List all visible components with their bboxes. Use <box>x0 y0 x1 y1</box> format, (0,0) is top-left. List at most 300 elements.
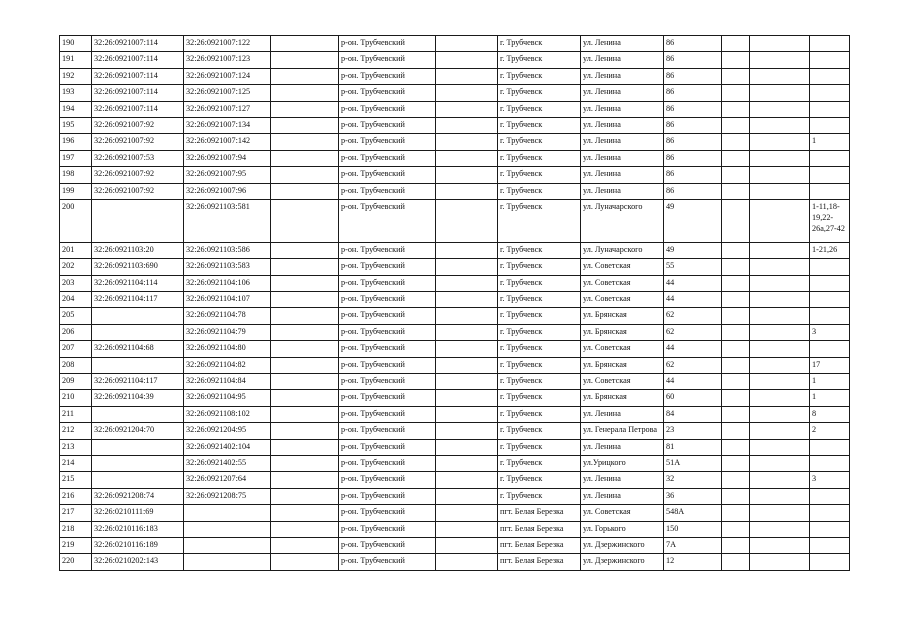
district-cell: р-он. Трубчевский <box>339 259 436 275</box>
table-row <box>60 36 850 52</box>
district-cell: р-он. Трубчевский <box>339 554 436 570</box>
blank-cell <box>722 150 750 166</box>
house-number-cell: 86 <box>664 183 722 199</box>
cadastral-number-cell: 32:26:0921103:581 <box>184 199 271 242</box>
cadastral-number-cell: 32:26:0921007:125 <box>184 85 271 101</box>
table-row <box>60 308 850 324</box>
district-cell: р-он. Трубчевский <box>339 275 436 291</box>
blank-cell <box>750 472 810 488</box>
house-number-cell: 51А <box>664 455 722 471</box>
blank-cell <box>271 521 339 537</box>
premises-numbers-cell: 1-21,26 <box>810 242 850 258</box>
district-cell: р-он. Трубчевский <box>339 439 436 455</box>
row-number-cell: 191 <box>60 52 92 68</box>
blank-cell <box>750 101 810 117</box>
blank-cell <box>750 275 810 291</box>
street-cell: ул. Ленина <box>581 439 664 455</box>
blank-cell <box>750 357 810 373</box>
blank-cell <box>750 259 810 275</box>
parent-cadastral-number-cell: 32:26:0921204:70 <box>92 423 184 439</box>
street-cell: ул. Ленина <box>581 134 664 150</box>
settlement-cell: г. Трубчевск <box>498 374 581 390</box>
house-number-cell: 86 <box>664 134 722 150</box>
house-number-cell: 12 <box>664 554 722 570</box>
premises-numbers-cell <box>810 455 850 471</box>
blank-cell <box>722 374 750 390</box>
street-cell: ул. Ленина <box>581 117 664 133</box>
blank-cell <box>271 308 339 324</box>
house-number-cell: 86 <box>664 85 722 101</box>
street-cell: ул. Советская <box>581 259 664 275</box>
house-number-cell: 150 <box>664 521 722 537</box>
table-row <box>60 242 850 258</box>
table-row <box>60 521 850 537</box>
blank-cell <box>271 505 339 521</box>
street-cell: ул. Ленина <box>581 101 664 117</box>
blank-cell <box>436 521 498 537</box>
cadastral-number-cell: 32:26:0921007:134 <box>184 117 271 133</box>
house-number-cell: 86 <box>664 167 722 183</box>
premises-numbers-cell <box>810 183 850 199</box>
blank-cell <box>722 52 750 68</box>
settlement-cell: г. Трубчевск <box>498 150 581 166</box>
blank-cell <box>271 150 339 166</box>
blank-cell <box>271 488 339 504</box>
table-row <box>60 68 850 84</box>
premises-numbers-cell: 1 <box>810 390 850 406</box>
premises-numbers-cell: 3 <box>810 472 850 488</box>
blank-cell <box>750 117 810 133</box>
table-row <box>60 505 850 521</box>
blank-cell <box>722 341 750 357</box>
row-number-cell: 210 <box>60 390 92 406</box>
premises-numbers-cell: 3 <box>810 324 850 340</box>
blank-cell <box>750 242 810 258</box>
blank-cell <box>722 36 750 52</box>
parent-cadastral-number-cell: 32:26:0921007:53 <box>92 150 184 166</box>
blank-cell <box>750 439 810 455</box>
cadastral-number-cell: 32:26:0921104:107 <box>184 292 271 308</box>
premises-numbers-cell <box>810 537 850 553</box>
house-number-cell: 548А <box>664 505 722 521</box>
house-number-cell: 62 <box>664 324 722 340</box>
blank-cell <box>436 455 498 471</box>
district-cell: р-он. Трубчевский <box>339 423 436 439</box>
table-row <box>60 488 850 504</box>
house-number-cell: 62 <box>664 357 722 373</box>
blank-cell <box>271 439 339 455</box>
settlement-cell: г. Трубчевск <box>498 439 581 455</box>
district-cell: р-он. Трубчевский <box>339 199 436 242</box>
street-cell: ул. Дзержинского <box>581 537 664 553</box>
blank-cell <box>750 406 810 422</box>
cadastral-number-cell: 32:26:0921104:95 <box>184 390 271 406</box>
row-number-cell: 203 <box>60 275 92 291</box>
district-cell: р-он. Трубчевский <box>339 308 436 324</box>
settlement-cell: г. Трубчевск <box>498 101 581 117</box>
parent-cadastral-number-cell <box>92 406 184 422</box>
house-number-cell: 60 <box>664 390 722 406</box>
parent-cadastral-number-cell <box>92 455 184 471</box>
cadastral-number-cell: 32:26:0921007:124 <box>184 68 271 84</box>
street-cell: ул. Горького <box>581 521 664 537</box>
blank-cell <box>436 357 498 373</box>
row-number-cell: 211 <box>60 406 92 422</box>
premises-numbers-cell <box>810 341 850 357</box>
blank-cell <box>436 554 498 570</box>
row-number-cell: 219 <box>60 537 92 553</box>
settlement-cell: пгт. Белая Березка <box>498 505 581 521</box>
blank-cell <box>722 167 750 183</box>
row-number-cell: 195 <box>60 117 92 133</box>
table-row <box>60 150 850 166</box>
parent-cadastral-number-cell: 32:26:0921104:39 <box>92 390 184 406</box>
premises-numbers-cell <box>810 150 850 166</box>
parent-cadastral-number-cell: 32:26:0921007:114 <box>92 68 184 84</box>
blank-cell <box>722 85 750 101</box>
district-cell: р-он. Трубчевский <box>339 521 436 537</box>
street-cell: ул. Брянская <box>581 308 664 324</box>
row-number-cell: 215 <box>60 472 92 488</box>
blank-cell <box>722 488 750 504</box>
row-number-cell: 193 <box>60 85 92 101</box>
cadastral-number-cell: 32:26:0921104:78 <box>184 308 271 324</box>
blank-cell <box>436 52 498 68</box>
table-row <box>60 292 850 308</box>
settlement-cell: г. Трубчевск <box>498 52 581 68</box>
street-cell: ул. Брянская <box>581 357 664 373</box>
district-cell: р-он. Трубчевский <box>339 505 436 521</box>
blank-cell <box>436 341 498 357</box>
row-number-cell: 201 <box>60 242 92 258</box>
blank-cell <box>750 150 810 166</box>
table-row <box>60 199 850 242</box>
row-number-cell: 212 <box>60 423 92 439</box>
district-cell: р-он. Трубчевский <box>339 101 436 117</box>
district-cell: р-он. Трубчевский <box>339 390 436 406</box>
blank-cell <box>271 472 339 488</box>
premises-numbers-cell <box>810 52 850 68</box>
parent-cadastral-number-cell: 32:26:0921007:92 <box>92 167 184 183</box>
settlement-cell: г. Трубчевск <box>498 357 581 373</box>
house-number-cell: 32 <box>664 472 722 488</box>
settlement-cell: г. Трубчевск <box>498 455 581 471</box>
blank-cell <box>436 406 498 422</box>
table-row <box>60 357 850 373</box>
premises-numbers-cell <box>810 439 850 455</box>
blank-cell <box>722 406 750 422</box>
row-number-cell: 208 <box>60 357 92 373</box>
settlement-cell: г. Трубчевск <box>498 85 581 101</box>
blank-cell <box>750 308 810 324</box>
blank-cell <box>436 134 498 150</box>
settlement-cell: г. Трубчевск <box>498 183 581 199</box>
blank-cell <box>271 134 339 150</box>
table-row <box>60 52 850 68</box>
blank-cell <box>436 324 498 340</box>
cadastral-number-cell <box>184 537 271 553</box>
blank-cell <box>750 68 810 84</box>
parent-cadastral-number-cell: 32:26:0921007:114 <box>92 85 184 101</box>
parent-cadastral-number-cell: 32:26:0921104:114 <box>92 275 184 291</box>
blank-cell <box>436 374 498 390</box>
premises-numbers-cell <box>810 259 850 275</box>
district-cell: р-он. Трубчевский <box>339 134 436 150</box>
settlement-cell: г. Трубчевск <box>498 423 581 439</box>
blank-cell <box>271 292 339 308</box>
house-number-cell: 44 <box>664 341 722 357</box>
settlement-cell: г. Трубчевск <box>498 341 581 357</box>
premises-numbers-cell <box>810 292 850 308</box>
blank-cell <box>722 439 750 455</box>
settlement-cell: г. Трубчевск <box>498 488 581 504</box>
blank-cell <box>271 259 339 275</box>
cadastral-number-cell: 32:26:0921103:586 <box>184 242 271 258</box>
blank-cell <box>271 423 339 439</box>
blank-cell <box>436 505 498 521</box>
blank-cell <box>271 406 339 422</box>
house-number-cell: 86 <box>664 52 722 68</box>
blank-cell <box>722 134 750 150</box>
settlement-cell: г. Трубчевск <box>498 117 581 133</box>
parent-cadastral-number-cell: 32:26:0921104:117 <box>92 374 184 390</box>
blank-cell <box>750 521 810 537</box>
blank-cell <box>750 488 810 504</box>
district-cell: р-он. Трубчевский <box>339 537 436 553</box>
blank-cell <box>271 85 339 101</box>
house-number-cell: 49 <box>664 199 722 242</box>
table-row <box>60 455 850 471</box>
blank-cell <box>722 117 750 133</box>
cadastral-number-cell: 32:26:0921007:95 <box>184 167 271 183</box>
table-row <box>60 390 850 406</box>
street-cell: ул. Советская <box>581 505 664 521</box>
table-row <box>60 406 850 422</box>
settlement-cell: пгт. Белая Березка <box>498 554 581 570</box>
blank-cell <box>271 374 339 390</box>
street-cell: ул. Луначарского <box>581 242 664 258</box>
district-cell: р-он. Трубчевский <box>339 455 436 471</box>
blank-cell <box>436 199 498 242</box>
row-number-cell: 190 <box>60 36 92 52</box>
row-number-cell: 207 <box>60 341 92 357</box>
parent-cadastral-number-cell <box>92 472 184 488</box>
blank-cell <box>436 183 498 199</box>
blank-cell <box>722 455 750 471</box>
blank-cell <box>271 52 339 68</box>
blank-cell <box>750 390 810 406</box>
blank-cell <box>436 68 498 84</box>
premises-numbers-cell <box>810 275 850 291</box>
blank-cell <box>436 259 498 275</box>
blank-cell <box>750 183 810 199</box>
blank-cell <box>722 505 750 521</box>
blank-cell <box>722 242 750 258</box>
cadastral-number-cell: 32:26:0921402:55 <box>184 455 271 471</box>
register-table <box>59 35 850 571</box>
district-cell: р-он. Трубчевский <box>339 292 436 308</box>
district-cell: р-он. Трубчевский <box>339 68 436 84</box>
house-number-cell: 7А <box>664 537 722 553</box>
settlement-cell: г. Трубчевск <box>498 68 581 84</box>
house-number-cell: 44 <box>664 374 722 390</box>
cadastral-number-cell: 32:26:0921108:102 <box>184 406 271 422</box>
cadastral-number-cell: 32:26:0921204:95 <box>184 423 271 439</box>
district-cell: р-он. Трубчевский <box>339 472 436 488</box>
row-number-cell: 198 <box>60 167 92 183</box>
parent-cadastral-number-cell: 32:26:0210111:69 <box>92 505 184 521</box>
premises-numbers-cell <box>810 488 850 504</box>
cadastral-number-cell: 32:26:0921104:84 <box>184 374 271 390</box>
street-cell: ул. Брянская <box>581 390 664 406</box>
blank-cell <box>436 439 498 455</box>
house-number-cell: 55 <box>664 259 722 275</box>
cadastral-number-cell: 32:26:0921207:64 <box>184 472 271 488</box>
table-row <box>60 537 850 553</box>
settlement-cell: г. Трубчевск <box>498 167 581 183</box>
row-number-cell: 206 <box>60 324 92 340</box>
district-cell: р-он. Трубчевский <box>339 374 436 390</box>
cadastral-number-cell: 32:26:0921007:122 <box>184 36 271 52</box>
blank-cell <box>436 101 498 117</box>
blank-cell <box>271 68 339 84</box>
table-row <box>60 259 850 275</box>
cadastral-number-cell: 32:26:0921007:96 <box>184 183 271 199</box>
row-number-cell: 218 <box>60 521 92 537</box>
row-number-cell: 204 <box>60 292 92 308</box>
parent-cadastral-number-cell: 32:26:0921007:114 <box>92 52 184 68</box>
blank-cell <box>271 183 339 199</box>
blank-cell <box>436 472 498 488</box>
blank-cell <box>722 390 750 406</box>
blank-cell <box>436 292 498 308</box>
street-cell: ул. Советская <box>581 341 664 357</box>
street-cell: ул. Советская <box>581 292 664 308</box>
district-cell: р-он. Трубчевский <box>339 36 436 52</box>
blank-cell <box>722 199 750 242</box>
house-number-cell: 86 <box>664 36 722 52</box>
premises-numbers-cell <box>810 85 850 101</box>
street-cell: ул. Ленина <box>581 36 664 52</box>
cadastral-number-cell: 32:26:0921007:142 <box>184 134 271 150</box>
blank-cell <box>722 537 750 553</box>
blank-cell <box>436 423 498 439</box>
blank-cell <box>750 199 810 242</box>
house-number-cell: 81 <box>664 439 722 455</box>
settlement-cell: г. Трубчевск <box>498 259 581 275</box>
premises-numbers-cell <box>810 117 850 133</box>
row-number-cell: 194 <box>60 101 92 117</box>
street-cell: ул. Ленина <box>581 488 664 504</box>
parent-cadastral-number-cell <box>92 439 184 455</box>
blank-cell <box>750 85 810 101</box>
parent-cadastral-number-cell <box>92 357 184 373</box>
table-row <box>60 324 850 340</box>
row-number-cell: 202 <box>60 259 92 275</box>
blank-cell <box>436 275 498 291</box>
table-row <box>60 341 850 357</box>
row-number-cell: 213 <box>60 439 92 455</box>
table-row <box>60 101 850 117</box>
settlement-cell: г. Трубчевск <box>498 199 581 242</box>
blank-cell <box>722 259 750 275</box>
premises-numbers-cell <box>810 36 850 52</box>
blank-cell <box>271 537 339 553</box>
table-row <box>60 423 850 439</box>
row-number-cell: 220 <box>60 554 92 570</box>
premises-numbers-cell: 17 <box>810 357 850 373</box>
blank-cell <box>271 324 339 340</box>
blank-cell <box>436 36 498 52</box>
district-cell: р-он. Трубчевский <box>339 167 436 183</box>
street-cell: ул. Ленина <box>581 68 664 84</box>
street-cell: ул. Генерала Петрова <box>581 423 664 439</box>
cadastral-number-cell <box>184 521 271 537</box>
blank-cell <box>750 36 810 52</box>
blank-cell <box>436 390 498 406</box>
parent-cadastral-number-cell: 32:26:0921104:117 <box>92 292 184 308</box>
blank-cell <box>722 275 750 291</box>
row-number-cell: 196 <box>60 134 92 150</box>
blank-cell <box>722 357 750 373</box>
blank-cell <box>722 423 750 439</box>
settlement-cell: пгт. Белая Березка <box>498 537 581 553</box>
street-cell: ул. Советская <box>581 374 664 390</box>
district-cell: р-он. Трубчевский <box>339 183 436 199</box>
parent-cadastral-number-cell <box>92 199 184 242</box>
blank-cell <box>750 554 810 570</box>
blank-cell <box>722 521 750 537</box>
street-cell: ул. Ленина <box>581 167 664 183</box>
cadastral-number-cell: 32:26:0921007:123 <box>184 52 271 68</box>
blank-cell <box>750 505 810 521</box>
register-table-body <box>60 36 850 571</box>
premises-numbers-cell <box>810 554 850 570</box>
blank-cell <box>750 374 810 390</box>
cadastral-number-cell: 32:26:0921104:82 <box>184 357 271 373</box>
settlement-cell: г. Трубчевск <box>498 134 581 150</box>
blank-cell <box>271 36 339 52</box>
blank-cell <box>750 537 810 553</box>
cadastral-number-cell: 32:26:0921104:106 <box>184 275 271 291</box>
blank-cell <box>750 134 810 150</box>
row-number-cell: 209 <box>60 374 92 390</box>
parent-cadastral-number-cell: 32:26:0921104:68 <box>92 341 184 357</box>
cadastral-number-cell: 32:26:0921104:80 <box>184 341 271 357</box>
premises-numbers-cell <box>810 167 850 183</box>
district-cell: р-он. Трубчевский <box>339 341 436 357</box>
blank-cell <box>750 292 810 308</box>
parent-cadastral-number-cell <box>92 324 184 340</box>
parent-cadastral-number-cell: 32:26:0921103:690 <box>92 259 184 275</box>
settlement-cell: г. Трубчевск <box>498 292 581 308</box>
blank-cell <box>722 101 750 117</box>
blank-cell <box>722 324 750 340</box>
settlement-cell: пгт. Белая Березка <box>498 521 581 537</box>
district-cell: р-он. Трубчевский <box>339 406 436 422</box>
street-cell: ул. Ленина <box>581 472 664 488</box>
blank-cell <box>722 68 750 84</box>
premises-numbers-cell <box>810 68 850 84</box>
blank-cell <box>271 341 339 357</box>
district-cell: р-он. Трубчевский <box>339 52 436 68</box>
parent-cadastral-number-cell: 32:26:0921007:92 <box>92 134 184 150</box>
street-cell: ул. Ленина <box>581 406 664 422</box>
premises-numbers-cell: 1 <box>810 134 850 150</box>
house-number-cell: 49 <box>664 242 722 258</box>
parent-cadastral-number-cell: 32:26:0210116:183 <box>92 521 184 537</box>
settlement-cell: г. Трубчевск <box>498 242 581 258</box>
